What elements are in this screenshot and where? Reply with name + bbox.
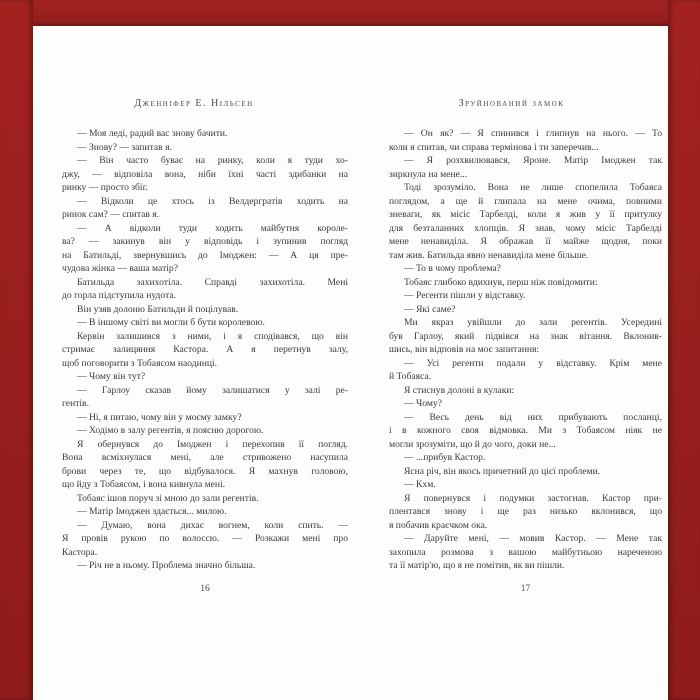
text-line: ринку — просто збіг. (62, 182, 148, 193)
page-text-block (62, 127, 348, 573)
text-line: — Матір Імоджен здається... милою. (77, 506, 227, 517)
text-line: — Ні, я питаю, чому він у моєму замку? (77, 411, 242, 423)
text-line: — Відколи це хтось із Велдергратів ходить на (77, 195, 348, 207)
text-line: чудова жінка — ваша матір? (62, 263, 178, 274)
text-line: Він узяв долоню Батильди й поцілував. (77, 303, 239, 315)
text-line: зиркнула на мене... (389, 168, 468, 180)
text-line: — Гарлоу сказав йому залишатися у залі ре- (77, 384, 348, 396)
page-number: 16 (200, 583, 210, 594)
text-line: шись, він відповів на моє запитання: (389, 344, 540, 355)
page-left (33, 26, 355, 700)
page-text-block (389, 127, 662, 573)
text-line: до горла підступила нудота. (62, 290, 177, 301)
text-line: й Тобаяса. (389, 371, 432, 382)
text-line: — То в чому проблема? (404, 263, 501, 274)
text-line: та її матір'ю, що я не помітив, як ви пішли. (389, 560, 565, 571)
running-header-title: Зруйнований замок (458, 98, 565, 109)
text-line: Я обернувся до Імоджен і перехопив її погляд. (77, 438, 348, 450)
text-line: Тобаяс глибоко вдихнув, перш ніж повідомити: (404, 276, 598, 288)
text-line: — Він часто буває на ринку, коли я туди хо- (77, 155, 348, 166)
text-line: — Я розхвилювався, Яроне. Матір Імоджен так (404, 155, 662, 166)
text-line: — Чому він тут? (77, 371, 146, 382)
text-line: поглядом, а ще й глипала на мене очима, повними (389, 195, 662, 207)
text-line: зневаги, як місіс Тарбелді, коли я жив у її притулку (389, 209, 662, 220)
running-header-author: Дженніфер Е. Нільсен (134, 98, 254, 109)
text-line: — А відколи туди ходить майбутня короле- (77, 222, 348, 234)
text-line: мене ненавиділа. Я ображав її майже щодня, поки (389, 236, 662, 247)
text-line: — Думаю, вона дихає вогнем, коли спить. — (77, 519, 348, 531)
text-line: ва? — закинув він у відповідь і зупинив погляд (62, 236, 348, 247)
text-line: плентався знову і ще раз низько вклонився, що (389, 506, 662, 517)
text-line: там жив. Батильда явно ненавиділа мене більше. (389, 249, 589, 261)
text-line: могли зрозуміти, що й до чого, доки не... (389, 438, 556, 450)
text-line: — Річ не в ньому. Проблема значно більша. (77, 560, 256, 571)
book-cover-right-edge (668, 0, 700, 700)
text-line: гентів. (62, 398, 89, 409)
text-line: Батильда захихотіла. Справді захихотіла. Мені (77, 276, 348, 288)
text-line: Я повернувся і подумки застогнав. Кастор при- (404, 492, 662, 504)
text-line: був Гарлоу, який підвівся на знак вітання. Вклонив- (389, 330, 662, 342)
text-line: що йду з Тобаясом, і вона кивнула мені. (62, 479, 226, 490)
text-line: щоб поговорити з Тобаясом наодинці. (62, 357, 218, 369)
text-line: — Весь день від них прибувають посланці, (404, 411, 662, 423)
text-line: ринок сам? — спитав я. (62, 209, 160, 220)
text-line: — Он як? — Я спинився і глипнув на нього. — То (404, 128, 662, 139)
text-line: Кервін залишився з ними, і я сподівався, що він (77, 330, 348, 342)
text-line: я побачив краєчком ока. (389, 519, 488, 531)
text-line: — Чому? (404, 398, 442, 409)
text-line: Вона всміхнулася мені, але стривожено насупила (62, 452, 348, 463)
text-line: Тобаяс ішов поруч зі мною до зали регентів. (77, 492, 259, 504)
text-line: Ми якраз увійшли до зали регентів. Усередині (404, 317, 662, 328)
text-line: коли я спитав, чи справа термінова і ти заперечив... (389, 141, 599, 153)
text-line: — Регенти пішли у відставку. (404, 290, 526, 301)
text-line: брови через те, що відбувалося. Я махнув головою, (62, 465, 348, 477)
page-number: 17 (520, 583, 531, 594)
text-line: Тоді зрозуміло. Вона не лише спопелила Тобаяса (404, 182, 662, 193)
text-line: — Знову? — запитав я. (77, 141, 172, 153)
text-line: джу, — відповіла вона, ніби їхні часті здибанки на (62, 168, 348, 180)
text-line: — Даруйте мені, — мовив Кастор. — Мене так (404, 533, 662, 544)
text-line: — В іншому світі ви могли б бути королевою. (77, 317, 265, 328)
text-line: стримає залицяння Кастора. А я перетнув залу, (62, 344, 348, 355)
book-cover-top-edge (0, 0, 700, 26)
text-line: Ясна річ, він якось причетний до цієї проблеми. (404, 465, 601, 477)
text-line: захопила розмова з вашою майбутньою нареченою (389, 546, 662, 558)
text-line: — Які саме? (404, 303, 456, 315)
text-line: — Кхм. (404, 479, 436, 490)
text-line: Кастора. (62, 546, 98, 558)
text-line: на Батильді, звернувшись до Імоджен: — А ця пре- (62, 249, 348, 261)
page-right (355, 26, 668, 700)
text-line: — Усі регенти подали у відставку. Крім мене (404, 357, 662, 369)
text-line: — Ходімо в залу регентів, я поясню дорогою. (77, 425, 264, 436)
book-cover-left-edge (0, 0, 33, 700)
text-line: Я провів рукою по волоссю. — Розкажи мені про (62, 533, 348, 544)
text-line: — ...прибув Кастор. (404, 452, 486, 463)
text-line: і в кожного своя відмовка. Ми з Тобаясом ніяк не (389, 425, 662, 436)
text-line: — Моя леді, радий вас знову бачити. (77, 128, 228, 139)
text-line: Я стиснув долоні в кулаки: (404, 384, 515, 396)
text-line: для безталанних хлопців. Я знав, чому місіс Тарбелді (389, 222, 662, 234)
